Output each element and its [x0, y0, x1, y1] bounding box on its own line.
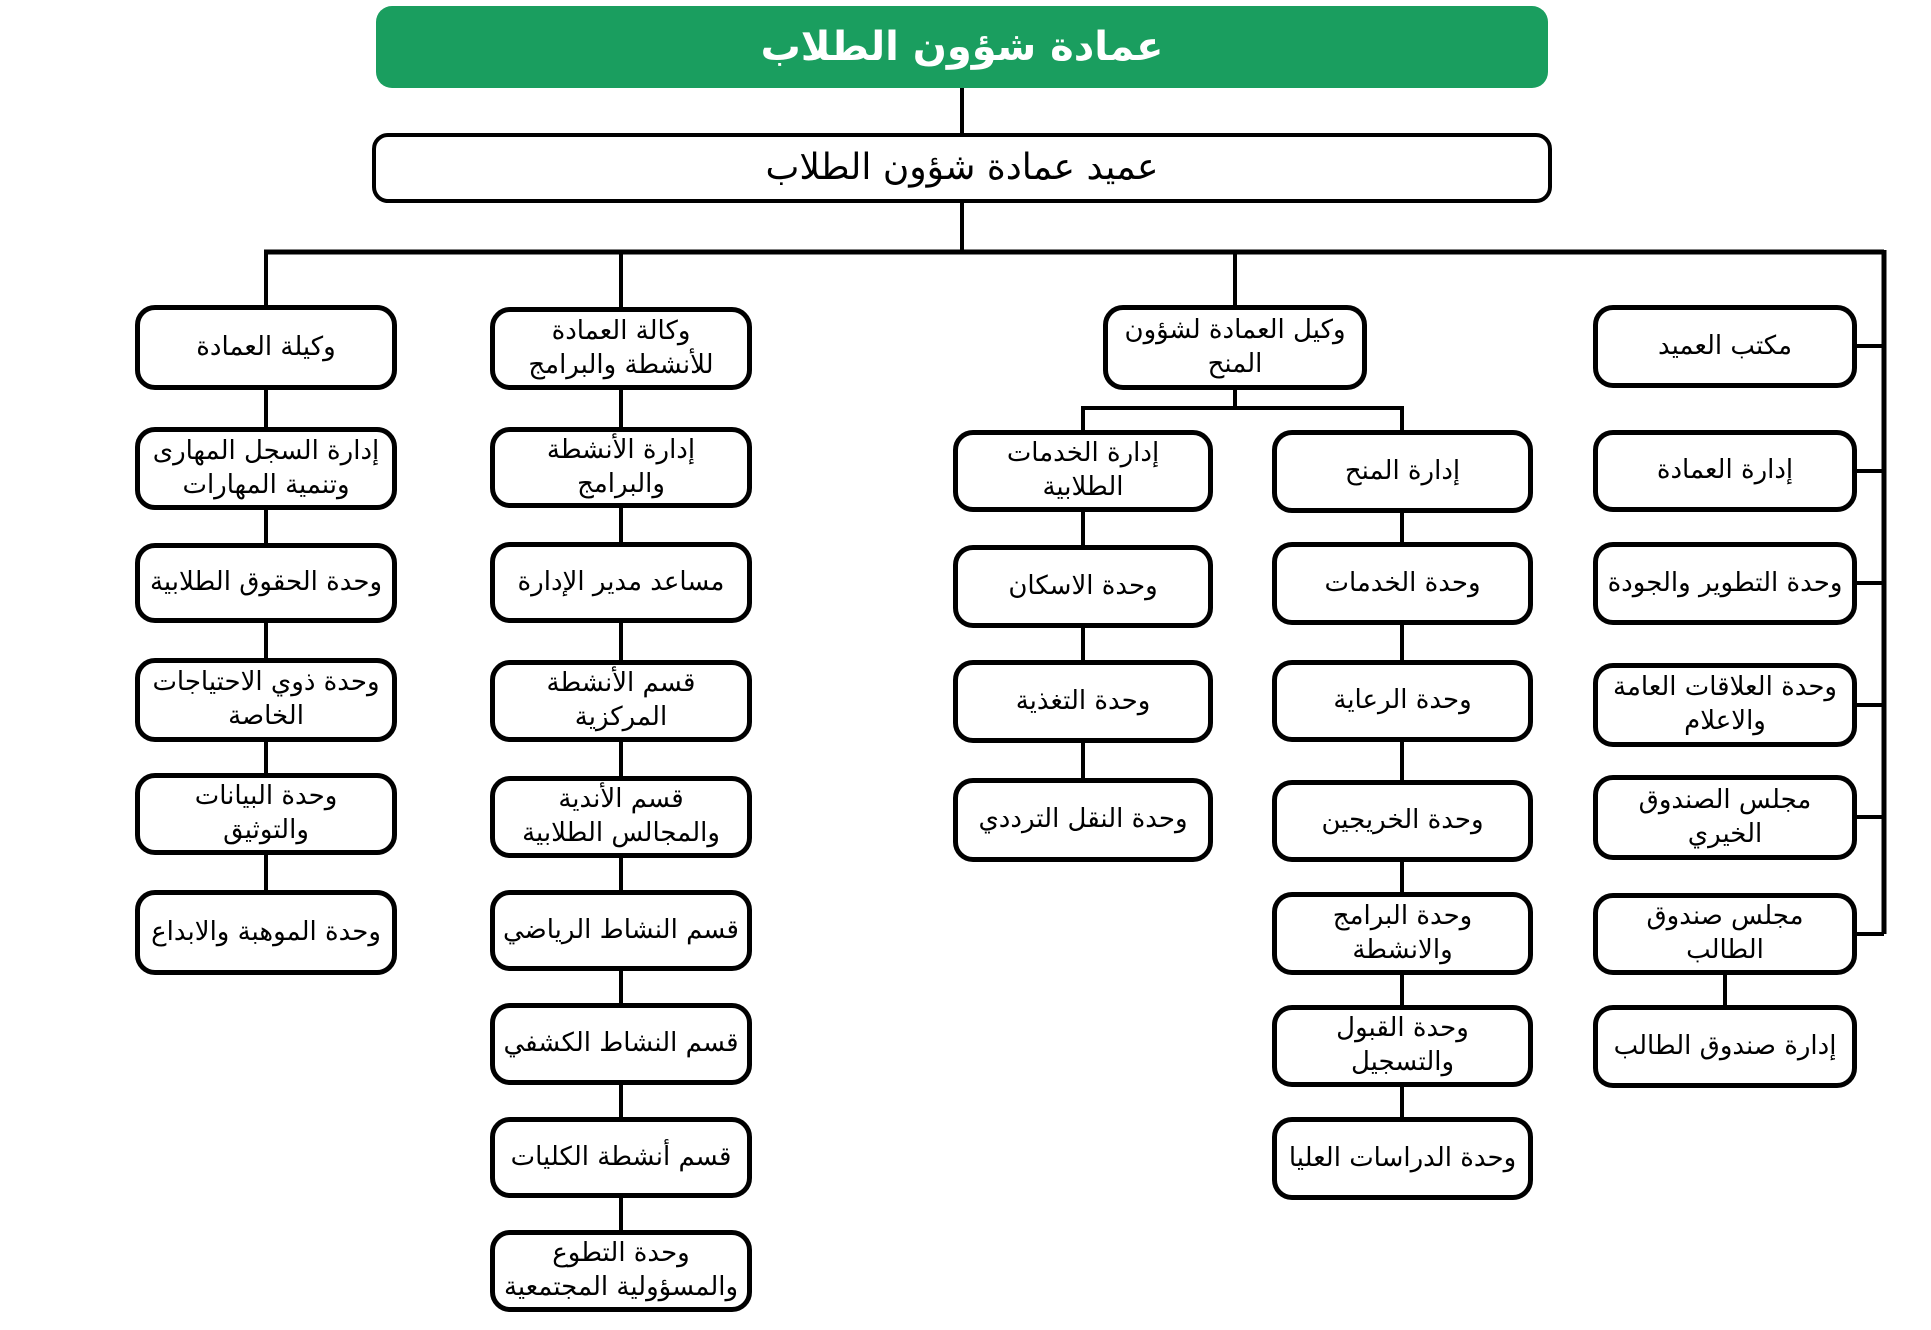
- org-node-deanship-admin: إدارة العمادة: [1593, 430, 1857, 512]
- org-node-sports-activity: قسم النشاط الرياضي: [490, 890, 752, 971]
- org-node-nutrition: وحدة التغذية: [953, 660, 1213, 743]
- org-node-student-rights: وحدة الحقوق الطلابية: [135, 543, 397, 623]
- org-node-activities-programs-dept: إدارة الأنشطة والبرامج: [490, 427, 752, 508]
- org-node-development-quality: وحدة التطوير والجودة: [1593, 542, 1857, 625]
- org-node-volunteering: وحدة التطوع والمسؤولية المجتمعية: [490, 1230, 752, 1312]
- org-node-student-fund-admin: إدارة صندوق الطالب: [1593, 1005, 1857, 1088]
- org-node-charity-fund-board: مجلس الصندوق الخيري: [1593, 775, 1857, 860]
- org-node-scout-activity: قسم النشاط الكشفي: [490, 1003, 752, 1085]
- org-node-clubs-councils: قسم الأندية والمجالس الطلابية: [490, 776, 752, 858]
- org-node-grants-vice-dean: وكيل العمادة لشؤون المنح: [1103, 305, 1367, 390]
- org-node-dean-office: مكتب العميد: [1593, 305, 1857, 388]
- org-node-activities-agency: وكالة العمادة للأنشطة والبرامج: [490, 307, 752, 390]
- org-node-vice-dean-female: وكيلة العمادة: [135, 305, 397, 390]
- org-node-public-relations: وحدة العلاقات العامة والاعلام: [1593, 663, 1857, 747]
- org-node-services-unit: وحدة الخدمات: [1272, 542, 1533, 625]
- org-node-postgraduate: وحدة الدراسات العليا: [1272, 1117, 1533, 1200]
- org-node-student-services-dept: إدارة الخدمات الطلابية: [953, 430, 1213, 512]
- org-node-colleges-activities: قسم أنشطة الكليات: [490, 1117, 752, 1198]
- org-node-alumni-unit: وحدة الخريجين: [1272, 780, 1533, 862]
- org-node-student-fund-board: مجلس صندوق الطالب: [1593, 893, 1857, 975]
- org-node-grants-dept: إدارة المنح: [1272, 430, 1533, 513]
- org-node-asst-dept-manager: مساعد مدير الإدارة: [490, 542, 752, 623]
- org-node-central-activities: قسم الأنشطة المركزية: [490, 660, 752, 742]
- org-node-programs-activities-unit: وحدة البرامج والانشطة: [1272, 892, 1533, 975]
- org-node-root: عمادة شؤون الطلاب: [376, 6, 1548, 88]
- org-node-care-unit: وحدة الرعاية: [1272, 660, 1533, 742]
- org-node-special-needs: وحدة ذوي الاحتياجات الخاصة: [135, 658, 397, 742]
- org-node-shuttle-transport: وحدة النقل الترددي: [953, 778, 1213, 862]
- org-node-data-documentation: وحدة البيانات والتوثيق: [135, 773, 397, 855]
- org-node-admission-registration: وحدة القبول والتسجيل: [1272, 1005, 1533, 1087]
- org-node-skills-record: إدارة السجل المهارى وتنمية المهارات: [135, 427, 397, 510]
- org-node-housing: وحدة الاسكان: [953, 545, 1213, 628]
- org-node-talent-creativity: وحدة الموهبة والابداع: [135, 890, 397, 975]
- org-node-dean: عميد عمادة شؤون الطلاب: [372, 133, 1552, 203]
